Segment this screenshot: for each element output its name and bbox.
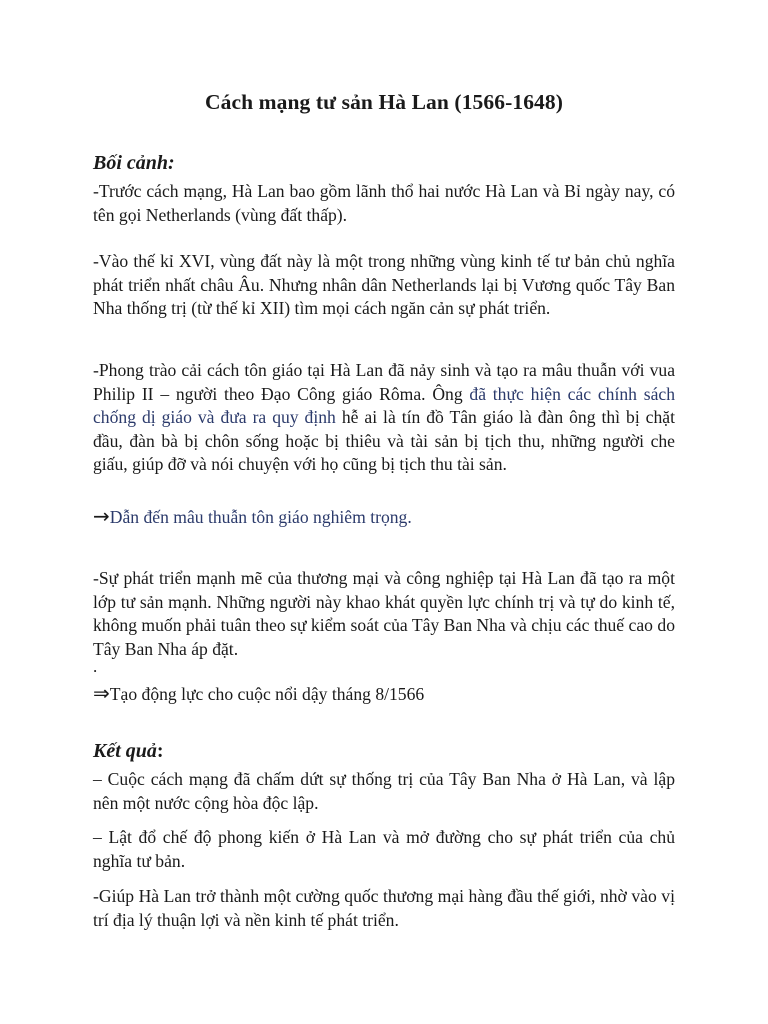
conclusion-2-text: Tạo động lực cho cuộc nổi dậy tháng 8/1566 (109, 684, 425, 704)
result-heading-colon: : (156, 740, 164, 762)
result-paragraph-2: – Lật đổ chế độ phong kiến ở Hà Lan và mở đường cho sự phát triển của chủ nghĩa tư bản. (93, 827, 675, 871)
paragraph-3-start: -Phong trào cải cách tôn giáo tại Hà Lan đã nảy sinh và tạo ra mâu thuẫn với vua Philip II – người theo Đạo Công giáo Rôma. Ông (93, 360, 675, 404)
document-title: Cách mạng tư sản Hà Lan (1566-1648) (204, 90, 564, 114)
paragraph-3-end: hễ ai là tín đồ Tân giáo là đàn ông thì bị chặt đầu, đàn bà bị chôn sống hoặc bị thiêu và tài sản bị tịch thu, những người che giấu, giúp đỡ và nói chuyện với họ cũng bị tịch thu tài sản. (93, 407, 675, 475)
context-paragraph-3 (93, 359, 675, 477)
conclusion-1 (93, 505, 675, 530)
conclusion-2 (93, 682, 675, 707)
context-paragraph-1: -Trước cách mạng, Hà Lan bao gồm lãnh thổ hai nước Hà Lan và Bỉ ngày nay, có tên gọi Netherlands (vùng đất thấp). (93, 181, 675, 225)
context-paragraph-2: -Vào thế kỉ XVI, vùng đất này là một trong những vùng kinh tế tư bản chủ nghĩa phát triển nhất châu Âu. Nhưng nhân dân Netherlands lại bị Vương quốc Tây Ban Nha thống trị (từ thế kỉ XII) tìm mọi cách ngăn cản sự phát triển. (93, 251, 675, 319)
right-arrow-icon: → (93, 504, 110, 528)
double-right-arrow-icon: ⇒ (93, 681, 110, 705)
result-heading (93, 738, 164, 764)
result-paragraph-1: – Cuộc cách mạng đã chấm dứt sự thống trị của Tây Ban Nha ở Hà Lan, và lập nên một nước cộng hòa độc lập. (93, 769, 675, 813)
context-heading: Bối cảnh: (93, 152, 175, 174)
stray-dot: . (93, 657, 98, 676)
result-paragraph-3: -Giúp Hà Lan trở thành một cường quốc thương mại hàng đầu thế giới, nhờ vào vị trí địa lý thuận lợi và nền kinh tế phát triển. (93, 886, 675, 930)
result-heading-label: Kết quả (93, 740, 157, 762)
context-paragraph-4: -Sự phát triển mạnh mẽ của thương mại và công nghiệp tại Hà Lan đã tạo ra một lớp tư sản mạnh. Những người này khao khát quyền lực chính trị và tự do kinh tế, không muốn phải tuân theo sự kiểm soát của Tây Ban Nha và chịu các thuế cao do Tây Ban Nha áp đặt. (93, 568, 675, 659)
conclusion-1-text: Dẫn đến mâu thuẫn tôn giáo nghiêm trọng. (109, 507, 412, 527)
paragraph-3-highlight: đã thực hiện các chính sách chống dị giáo và đưa ra quy định (93, 383, 675, 428)
